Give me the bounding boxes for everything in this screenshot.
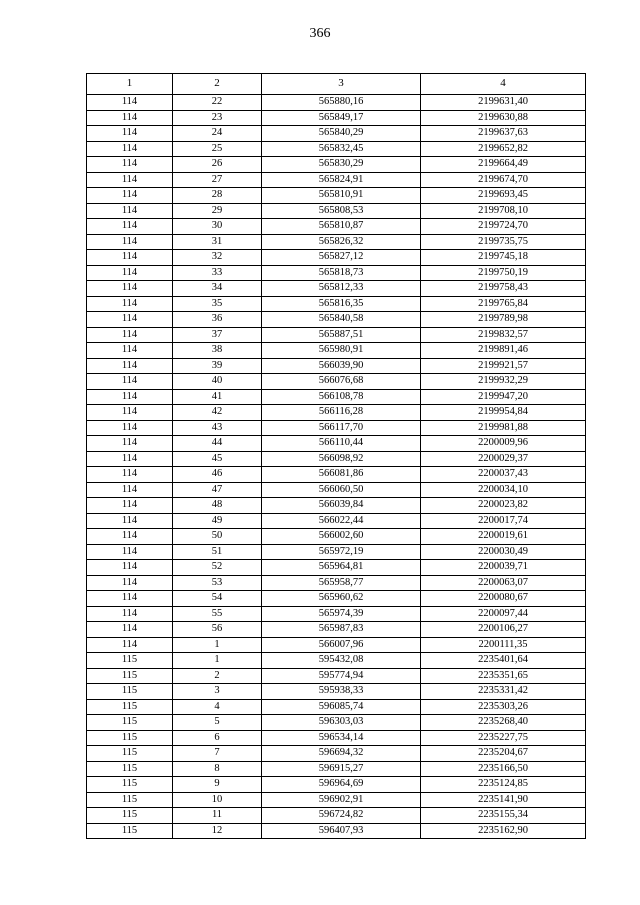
table-cell: 114 — [87, 374, 173, 390]
table-cell: 50 — [173, 529, 262, 545]
table-cell: 2235401,64 — [421, 653, 586, 669]
table-row — [87, 436, 586, 452]
table-cell: 2200080,67 — [421, 591, 586, 607]
table-cell: 115 — [87, 699, 173, 715]
table-cell: 115 — [87, 808, 173, 824]
table-row — [87, 172, 586, 188]
table-cell: 565980,91 — [262, 343, 421, 359]
table-cell: 22 — [173, 95, 262, 111]
table-cell: 566002,60 — [262, 529, 421, 545]
table-cell: 114 — [87, 358, 173, 374]
table-cell: 2199981,88 — [421, 420, 586, 436]
table-cell: 114 — [87, 95, 173, 111]
table-cell: 114 — [87, 482, 173, 498]
table-cell: 565808,53 — [262, 203, 421, 219]
table-row — [87, 343, 586, 359]
table-cell: 115 — [87, 777, 173, 793]
table-cell: 2235351,65 — [421, 668, 586, 684]
table-row — [87, 420, 586, 436]
table-cell: 596724,82 — [262, 808, 421, 824]
table-row — [87, 715, 586, 731]
table-cell: 2235204,67 — [421, 746, 586, 762]
table-row — [87, 529, 586, 545]
table-cell: 1 — [173, 653, 262, 669]
table-cell: 114 — [87, 560, 173, 576]
table-cell: 565827,12 — [262, 250, 421, 266]
table-row — [87, 203, 586, 219]
table-cell: 114 — [87, 157, 173, 173]
table-cell: 595432,08 — [262, 653, 421, 669]
table-cell: 2199745,18 — [421, 250, 586, 266]
table-cell: 2199758,43 — [421, 281, 586, 297]
table-cell: 566116,28 — [262, 405, 421, 421]
table-row — [87, 312, 586, 328]
table-cell: 114 — [87, 405, 173, 421]
table-cell: 56 — [173, 622, 262, 638]
table-cell: 2199674,70 — [421, 172, 586, 188]
table-cell: 2199947,20 — [421, 389, 586, 405]
table-cell: 30 — [173, 219, 262, 235]
table-row — [87, 730, 586, 746]
table-cell: 26 — [173, 157, 262, 173]
table-cell: 37 — [173, 327, 262, 343]
table-cell: 114 — [87, 203, 173, 219]
table-cell: 596915,27 — [262, 761, 421, 777]
table-cell: 2235124,85 — [421, 777, 586, 793]
table-cell: 565974,39 — [262, 606, 421, 622]
table-cell: 565960,62 — [262, 591, 421, 607]
table-row — [87, 513, 586, 529]
table-cell: 115 — [87, 730, 173, 746]
table-cell: 2200017,74 — [421, 513, 586, 529]
table-cell: 39 — [173, 358, 262, 374]
table-cell: 5 — [173, 715, 262, 731]
table-row — [87, 296, 586, 312]
table-cell: 565810,91 — [262, 188, 421, 204]
table-cell: 114 — [87, 451, 173, 467]
table-cell: 2 — [173, 668, 262, 684]
table-cell: 2200063,07 — [421, 575, 586, 591]
table-cell: 53 — [173, 575, 262, 591]
table-cell: 596085,74 — [262, 699, 421, 715]
table-cell: 43 — [173, 420, 262, 436]
table-cell: 2199664,49 — [421, 157, 586, 173]
table-row — [87, 219, 586, 235]
column-header: 1 — [87, 74, 173, 95]
table-row — [87, 110, 586, 126]
table-cell: 565972,19 — [262, 544, 421, 560]
table-cell: 114 — [87, 312, 173, 328]
table-cell: 565824,91 — [262, 172, 421, 188]
table-cell: 2235268,40 — [421, 715, 586, 731]
table-cell: 8 — [173, 761, 262, 777]
table-row — [87, 188, 586, 204]
table-cell: 565810,87 — [262, 219, 421, 235]
table-row — [87, 126, 586, 142]
table-cell: 2199735,75 — [421, 234, 586, 250]
table-cell: 47 — [173, 482, 262, 498]
table-cell: 114 — [87, 141, 173, 157]
table-cell: 36 — [173, 312, 262, 328]
table-cell: 2235155,34 — [421, 808, 586, 824]
table-row — [87, 606, 586, 622]
table-cell: 2199724,70 — [421, 219, 586, 235]
page-number: 366 — [309, 26, 331, 41]
table-cell: 28 — [173, 188, 262, 204]
table-row — [87, 575, 586, 591]
table-row — [87, 544, 586, 560]
table-cell: 115 — [87, 668, 173, 684]
table-cell: 565880,16 — [262, 95, 421, 111]
table-cell: 566081,86 — [262, 467, 421, 483]
table-row — [87, 823, 586, 839]
table-cell: 23 — [173, 110, 262, 126]
table-row — [87, 389, 586, 405]
table-cell: 565987,83 — [262, 622, 421, 638]
table-cell: 115 — [87, 792, 173, 808]
table-cell: 565812,33 — [262, 281, 421, 297]
table-row — [87, 699, 586, 715]
table-cell: 2199630,88 — [421, 110, 586, 126]
table-row — [87, 498, 586, 514]
table-row — [87, 668, 586, 684]
table-cell: 2200106,27 — [421, 622, 586, 638]
table-cell: 34 — [173, 281, 262, 297]
table-cell: 38 — [173, 343, 262, 359]
table-cell: 2200039,71 — [421, 560, 586, 576]
table-cell: 114 — [87, 126, 173, 142]
table-cell: 2235141,90 — [421, 792, 586, 808]
table-cell: 2235166,50 — [421, 761, 586, 777]
table-cell: 2235303,26 — [421, 699, 586, 715]
table-row — [87, 622, 586, 638]
table-cell: 55 — [173, 606, 262, 622]
table-row — [87, 374, 586, 390]
table-cell: 40 — [173, 374, 262, 390]
table-row — [87, 358, 586, 374]
table-cell: 115 — [87, 684, 173, 700]
table-cell: 2200097,44 — [421, 606, 586, 622]
table-cell: 566007,96 — [262, 637, 421, 653]
table-header-row — [87, 74, 586, 95]
table-row — [87, 637, 586, 653]
table-cell: 29 — [173, 203, 262, 219]
table-cell: 596407,93 — [262, 823, 421, 839]
table-cell: 566098,92 — [262, 451, 421, 467]
table-cell: 2199954,84 — [421, 405, 586, 421]
table-cell: 2200030,49 — [421, 544, 586, 560]
table-cell: 10 — [173, 792, 262, 808]
table-cell: 566022,44 — [262, 513, 421, 529]
table-cell: 2199921,57 — [421, 358, 586, 374]
table-cell: 566110,44 — [262, 436, 421, 452]
table-cell: 11 — [173, 808, 262, 824]
table-cell: 114 — [87, 622, 173, 638]
table-cell: 114 — [87, 110, 173, 126]
table-row — [87, 234, 586, 250]
table-cell: 2200023,82 — [421, 498, 586, 514]
table-cell: 566039,84 — [262, 498, 421, 514]
coordinates-table — [86, 73, 586, 839]
table-row — [87, 482, 586, 498]
table-cell: 25 — [173, 141, 262, 157]
table-cell: 114 — [87, 219, 173, 235]
table-cell: 49 — [173, 513, 262, 529]
table-row — [87, 265, 586, 281]
table-cell: 2200019,61 — [421, 529, 586, 545]
table-cell: 2199637,63 — [421, 126, 586, 142]
table-cell: 114 — [87, 529, 173, 545]
table-cell: 114 — [87, 265, 173, 281]
table-cell: 35 — [173, 296, 262, 312]
table-row — [87, 792, 586, 808]
table-cell: 6 — [173, 730, 262, 746]
table-cell: 2235227,75 — [421, 730, 586, 746]
table-cell: 44 — [173, 436, 262, 452]
table-row — [87, 327, 586, 343]
table-cell: 2199693,45 — [421, 188, 586, 204]
table-cell: 27 — [173, 172, 262, 188]
table-row — [87, 653, 586, 669]
table-cell: 2235331,42 — [421, 684, 586, 700]
table-cell: 2199789,98 — [421, 312, 586, 328]
column-header: 4 — [421, 74, 586, 95]
column-header: 3 — [262, 74, 421, 95]
table-row — [87, 95, 586, 111]
table-cell: 2200029,37 — [421, 451, 586, 467]
table-cell: 1 — [173, 637, 262, 653]
table-cell: 565840,29 — [262, 126, 421, 142]
table-cell: 115 — [87, 653, 173, 669]
table-cell: 115 — [87, 823, 173, 839]
table-row — [87, 405, 586, 421]
table-cell: 114 — [87, 281, 173, 297]
table-cell: 31 — [173, 234, 262, 250]
table-cell: 565958,77 — [262, 575, 421, 591]
table-cell: 566060,50 — [262, 482, 421, 498]
table-cell: 12 — [173, 823, 262, 839]
table-cell: 565849,17 — [262, 110, 421, 126]
table-cell: 595774,94 — [262, 668, 421, 684]
table-cell: 114 — [87, 591, 173, 607]
table-cell: 596303,03 — [262, 715, 421, 731]
table-cell: 596902,91 — [262, 792, 421, 808]
table-cell: 2199708,10 — [421, 203, 586, 219]
table-cell: 115 — [87, 761, 173, 777]
table-cell: 114 — [87, 234, 173, 250]
table-row — [87, 761, 586, 777]
table-body — [87, 95, 586, 839]
table-cell: 596694,32 — [262, 746, 421, 762]
table-cell: 2200037,43 — [421, 467, 586, 483]
table-row — [87, 281, 586, 297]
table-row — [87, 777, 586, 793]
table-cell: 565826,32 — [262, 234, 421, 250]
table-cell: 114 — [87, 172, 173, 188]
table-cell: 115 — [87, 715, 173, 731]
table-cell: 2199891,46 — [421, 343, 586, 359]
table-cell: 566076,68 — [262, 374, 421, 390]
table-cell: 2199932,29 — [421, 374, 586, 390]
table-cell: 595938,33 — [262, 684, 421, 700]
table-cell: 52 — [173, 560, 262, 576]
table-cell: 2235162,90 — [421, 823, 586, 839]
table-cell: 114 — [87, 513, 173, 529]
table-row — [87, 467, 586, 483]
table-cell: 114 — [87, 420, 173, 436]
table-cell: 565816,35 — [262, 296, 421, 312]
table-cell: 566108,78 — [262, 389, 421, 405]
table-cell: 2200111,35 — [421, 637, 586, 653]
table-row — [87, 560, 586, 576]
table-cell: 114 — [87, 436, 173, 452]
table-cell: 114 — [87, 343, 173, 359]
column-header: 2 — [173, 74, 262, 95]
table-cell: 565840,58 — [262, 312, 421, 328]
table-cell: 46 — [173, 467, 262, 483]
table-cell: 114 — [87, 544, 173, 560]
table-cell: 41 — [173, 389, 262, 405]
table-row — [87, 250, 586, 266]
table-cell: 2199631,40 — [421, 95, 586, 111]
table-cell: 114 — [87, 637, 173, 653]
table-cell: 2200034,10 — [421, 482, 586, 498]
table-cell: 565832,45 — [262, 141, 421, 157]
table-row — [87, 808, 586, 824]
table-cell: 2200009,96 — [421, 436, 586, 452]
table-cell: 114 — [87, 467, 173, 483]
table-cell: 114 — [87, 188, 173, 204]
table-cell: 114 — [87, 606, 173, 622]
table-row — [87, 746, 586, 762]
table-cell: 2199652,82 — [421, 141, 586, 157]
table-cell: 45 — [173, 451, 262, 467]
table-cell: 24 — [173, 126, 262, 142]
table-row — [87, 451, 586, 467]
table-cell: 566117,70 — [262, 420, 421, 436]
table-cell: 2199765,84 — [421, 296, 586, 312]
table-cell: 54 — [173, 591, 262, 607]
table-cell: 2199750,19 — [421, 265, 586, 281]
table-cell: 114 — [87, 498, 173, 514]
table-cell: 565830,29 — [262, 157, 421, 173]
table-cell: 114 — [87, 250, 173, 266]
table-cell: 596534,14 — [262, 730, 421, 746]
table-cell: 33 — [173, 265, 262, 281]
table-cell: 566039,90 — [262, 358, 421, 374]
table-cell: 114 — [87, 296, 173, 312]
table-cell: 51 — [173, 544, 262, 560]
table-cell: 32 — [173, 250, 262, 266]
table-row — [87, 591, 586, 607]
table-row — [87, 157, 586, 173]
table-cell: 2199832,57 — [421, 327, 586, 343]
table-cell: 9 — [173, 777, 262, 793]
table-cell: 115 — [87, 746, 173, 762]
table-cell: 42 — [173, 405, 262, 421]
table-cell: 596964,69 — [262, 777, 421, 793]
table-row — [87, 141, 586, 157]
table-cell: 48 — [173, 498, 262, 514]
table-cell: 4 — [173, 699, 262, 715]
table-cell: 565818,73 — [262, 265, 421, 281]
table-cell: 114 — [87, 389, 173, 405]
table-cell: 565887,51 — [262, 327, 421, 343]
table-cell: 114 — [87, 575, 173, 591]
table-cell: 7 — [173, 746, 262, 762]
table-cell: 3 — [173, 684, 262, 700]
table-row — [87, 684, 586, 700]
table-cell: 114 — [87, 327, 173, 343]
table-cell: 565964,81 — [262, 560, 421, 576]
